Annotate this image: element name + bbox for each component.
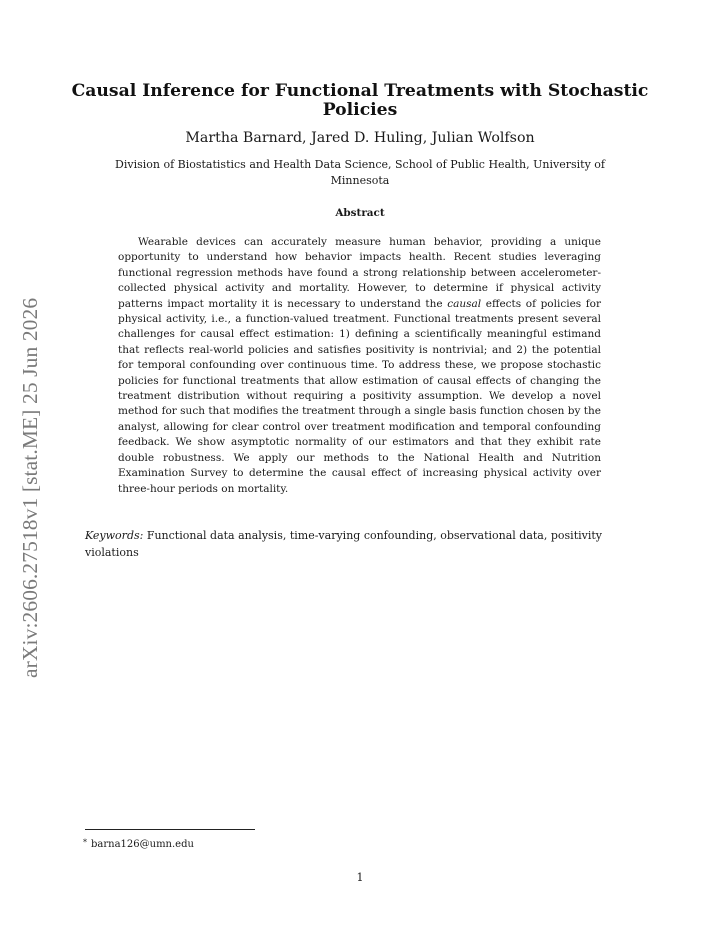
- arxiv-identifier-stamp: arXiv:2606.27518v1 [stat.ME] 25 Jun 2026: [18, 297, 42, 678]
- author-list: Martha Barnard, Jared D. Huling, Julian Wolfson: [185, 130, 535, 146]
- abstract-body: [118, 235, 601, 497]
- footnote-mark: *: [83, 838, 87, 847]
- keywords-label: Keywords:: [85, 529, 144, 542]
- keywords-text: Functional data analysis, time-varying confounding, observational data, positivity violations: [85, 529, 602, 559]
- keywords-line: [85, 528, 637, 561]
- abstract-heading: Abstract: [335, 207, 385, 219]
- footnote-divider: [85, 829, 255, 830]
- abstract-text-part-2: effects of policies for physical activity, i.e., a function-valued treatment. Functional treatments present several challenges for causal effect estimation: 1) defining a scientifically meaningful estimand that reflects real-world policies and satisfies positivity is nontrivial; and 2) the potential for temporal confounding over continuous time. To address these, we propose stochastic policies for functional treatments that allow estimation of causal effects of changing the treatment distribution without requiring a positivity assumption. We develop a novel method for such that modifies the treatment through a single basis function chosen by the analyst, allowing for clear control over treatment modification and temporal confounding feedback. We show asymptotic normality of our estimators and that they exhibit rate double robustness. We apply our methods to the National Health and Nutrition Examination Survey to determine the causal effect of increasing physical activity over three-hour periods on mortality.: [118, 297, 602, 495]
- footnote-email: barna126@umn.edu: [91, 839, 194, 850]
- page-number: 1: [356, 871, 364, 884]
- author-affiliation: Division of Biostatistics and Health Data Science, School of Public Health, University of Minnesota: [115, 158, 605, 187]
- abstract-text-part-1: Wearable devices can accurately measure human behavior, providing a unique opportunity to understand how behavior impacts health. Recent studies leveraging functional regression methods have found a strong relationship between accelerometer-collected physical activity and mortality. However, to determine if physical activity patterns impact mortality it is necessary to understand the: [118, 236, 601, 310]
- abstract-italic-word: causal: [447, 297, 482, 310]
- footnote: [83, 836, 194, 851]
- paper-title: Causal Inference for Functional Treatments with Stochastic Policies: [71, 81, 649, 120]
